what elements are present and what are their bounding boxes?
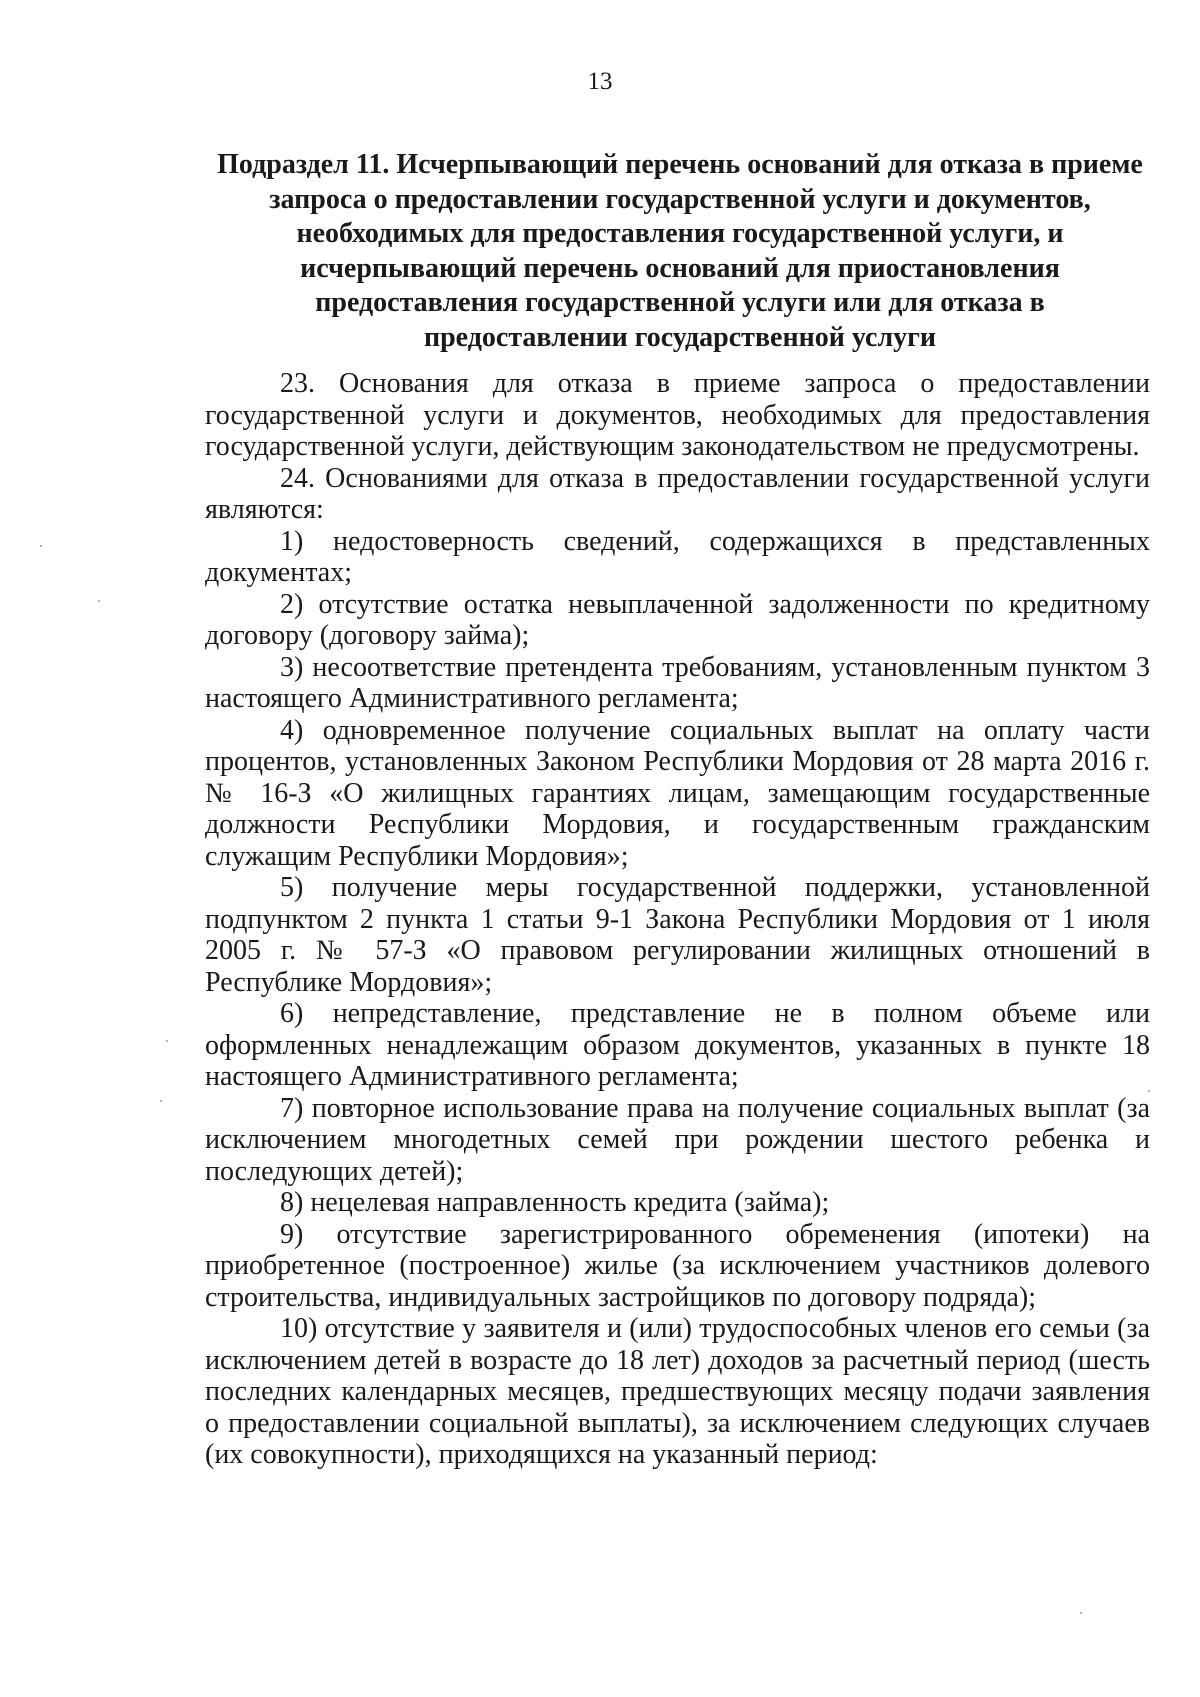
list-item-3: 3) несоответствие претендента требованиям, установленным пунктом 3 настоящего Административного регламента; [205, 651, 1150, 714]
section-heading: Подраздел 11. Исчерпывающий перечень оснований для отказа в приеме запроса о предоставлении государственной услуги и документов, необходимых для предоставления государственной услуги, и исчерпывающий перечень оснований для приостановления предоставления государственной услуги или для отказа в предоставлении государственной услуги [217, 149, 1143, 353]
scan-speck [40, 545, 42, 547]
list-item-7: 7) повторное использование права на получение социальных выплат (за исключением многодетных семей при рождении шестого ребенка и последующих детей); [205, 1092, 1150, 1187]
scan-speck [1080, 1612, 1082, 1614]
scan-speck [160, 1100, 162, 1102]
list-item-2: 2) отсутствие остатка невыплаченной задолженности по кредитному договору (договору займа); [205, 588, 1150, 651]
list-item-9: 9) отсутствие зарегистрированного обременения (ипотеки) на приобретенное (построенное) жилье (за исключением участников долевого строительства, индивидуальных застройщиков по договору подряда); [205, 1218, 1150, 1313]
scan-speck [166, 1040, 168, 1042]
paragraph-24: 24. Основаниями для отказа в предоставлении государственной услуги являются: [205, 462, 1150, 525]
page-number: 13 [587, 68, 613, 95]
list-item-10: 10) отсутствие у заявителя и (или) трудоспособных членов его семьи (за исключением детей в возрасте до 18 лет) доходов за расчетный период (шесть последних календарных месяцев, предшествующих месяцу подачи заявления о предоставлении социальной выплаты), за исключением следующих случаев (их совокупности), приходящихся на указанный период: [205, 1313, 1150, 1470]
list-item-1: 1) недостоверность сведений, содержащихся в представленных документах; [205, 525, 1150, 588]
list-item-4: 4) одновременное получение социальных выплат на оплату части процентов, установленных Законом Республики Мордовия от 28 марта 2016 г. № 16-З «О жилищных гарантиях лицам, замещающим государственные должности Республики Мордовия, и государственным гражданским служащим Республики Мордовия»; [205, 714, 1150, 872]
scan-speck [98, 600, 100, 602]
document-body [205, 368, 1150, 1471]
list-item-5: 5) получение меры государственной поддержки, установленной подпунктом 2 пункта 1 статьи 9-1 Закона Республики Мордовия от 1 июля 2005 г. № 57-З «О правовом регулировании жилищных отношений в Республике Мордовия»; [205, 872, 1150, 998]
scan-speck [1148, 1090, 1150, 1092]
list-item-6: 6) непредставление, представление не в полном объеме или оформленных ненадлежащим образом документов, указанных в пункте 18 настоящего Административного регламента; [205, 998, 1150, 1092]
paragraph-23: 23. Основания для отказа в приеме запроса о предоставлении государственной услуги и документов, необходимых для предоставления государственной услуги, действующим законодательством не предусмотрены. [205, 368, 1150, 462]
list-item-8: 8) нецелевая направленность кредита (займа); [280, 1187, 830, 1218]
